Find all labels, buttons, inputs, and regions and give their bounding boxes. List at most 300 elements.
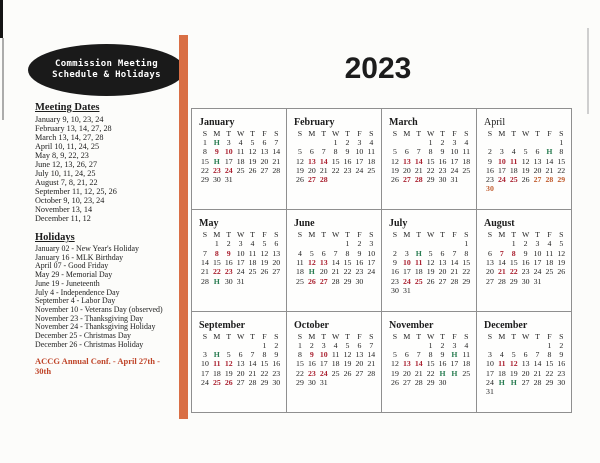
day: 28 bbox=[533, 377, 542, 387]
meeting-date-line: May 8, 9, 22, 23 bbox=[35, 151, 89, 160]
day: 26 bbox=[426, 276, 435, 286]
day: 2 bbox=[345, 138, 350, 147]
weekday-letter: T bbox=[250, 129, 255, 138]
day: 5 bbox=[262, 239, 267, 249]
day: 14 bbox=[450, 257, 459, 267]
empty-day bbox=[401, 239, 413, 248]
month-august bbox=[477, 210, 572, 311]
day: 15 bbox=[331, 156, 340, 166]
holiday-line: November 24 - Thanksgiving Holiday bbox=[35, 322, 156, 332]
day: 15 bbox=[509, 257, 518, 267]
month-october bbox=[287, 312, 382, 413]
day: 21 bbox=[414, 368, 423, 378]
day: 24 bbox=[533, 267, 542, 277]
weekday-letter: S bbox=[487, 129, 493, 138]
month-name: January bbox=[199, 117, 235, 128]
weekday-letter: T bbox=[321, 230, 327, 240]
day: 15 bbox=[260, 359, 269, 369]
meeting-day: 27 bbox=[319, 276, 328, 286]
meeting-day: 13 bbox=[402, 156, 411, 166]
month-name: December bbox=[484, 319, 528, 331]
meeting-day: 14 bbox=[414, 359, 423, 369]
holiday-day: H bbox=[213, 276, 220, 286]
empty-day bbox=[508, 138, 520, 147]
day: 4 bbox=[333, 340, 338, 350]
day: 8 bbox=[428, 147, 433, 157]
weekday-letter: T bbox=[226, 230, 232, 240]
weekday-letter: W bbox=[236, 129, 245, 138]
conference-day: 29 bbox=[557, 175, 566, 185]
day: 1 bbox=[511, 239, 516, 249]
days-grid bbox=[484, 341, 571, 397]
weekday-letter: S bbox=[464, 230, 469, 240]
holiday-line: May 29 - Memorial Day bbox=[35, 270, 113, 280]
day: 10 bbox=[450, 147, 459, 157]
weekday-letter: S bbox=[202, 331, 208, 341]
day: 17 bbox=[450, 359, 459, 369]
day: 31 bbox=[533, 276, 542, 286]
weekday-letter: M bbox=[308, 230, 316, 240]
day: 12 bbox=[248, 147, 257, 157]
meeting-day: 28 bbox=[414, 175, 423, 185]
day: 1 bbox=[559, 138, 564, 147]
day: 8 bbox=[428, 349, 433, 359]
day: 16 bbox=[343, 156, 352, 166]
day: 10 bbox=[367, 248, 376, 258]
weekday-letter: S bbox=[274, 230, 279, 240]
day: 8 bbox=[202, 147, 207, 157]
holiday-day: H bbox=[308, 267, 315, 277]
weekday-letter: S bbox=[202, 129, 208, 138]
day: 3 bbox=[535, 239, 540, 249]
meeting-day: 11 bbox=[510, 156, 518, 166]
empty-day bbox=[389, 138, 401, 147]
meeting-day: 13 bbox=[307, 156, 316, 166]
day: 21 bbox=[272, 156, 281, 166]
day: 13 bbox=[486, 257, 494, 267]
day: 29 bbox=[201, 175, 209, 185]
weekday-letter: T bbox=[511, 331, 517, 341]
day: 24 bbox=[201, 377, 209, 387]
day: 14 bbox=[545, 156, 554, 166]
day: 14 bbox=[248, 359, 257, 369]
day: 12 bbox=[426, 257, 435, 267]
day: 20 bbox=[272, 257, 281, 267]
meeting-day: 8 bbox=[511, 248, 516, 258]
day: 19 bbox=[509, 368, 518, 378]
day: 30 bbox=[391, 285, 399, 295]
weekday-letter: S bbox=[392, 230, 398, 240]
day: 12 bbox=[521, 156, 530, 166]
empty-day bbox=[247, 341, 259, 350]
meeting-dates-heading: Meeting Dates bbox=[35, 102, 100, 113]
day: 3 bbox=[499, 147, 504, 157]
day: 13 bbox=[438, 257, 447, 267]
day: 6 bbox=[274, 239, 279, 249]
meeting-date-line: June 12, 13, 26, 27 bbox=[35, 160, 98, 169]
day: 23 bbox=[438, 165, 447, 175]
month-february bbox=[287, 109, 382, 210]
weekday-letter: F bbox=[262, 129, 267, 138]
day: 20 bbox=[521, 368, 530, 378]
day: 16 bbox=[438, 359, 447, 369]
day: 16 bbox=[486, 165, 494, 175]
day: 13 bbox=[236, 359, 245, 369]
day: 11 bbox=[545, 248, 554, 258]
day: 11 bbox=[236, 147, 245, 157]
holiday-line: December 26 - Christmas Holiday bbox=[35, 339, 144, 349]
day: 6 bbox=[262, 138, 267, 147]
meeting-day: 13 bbox=[319, 257, 328, 267]
holiday-day: H bbox=[498, 377, 505, 387]
conference-day: 30 bbox=[486, 184, 494, 194]
day: 30 bbox=[212, 175, 221, 185]
holiday-day: H bbox=[510, 377, 517, 387]
empty-day bbox=[496, 341, 508, 350]
day: 30 bbox=[224, 276, 233, 286]
day: 18 bbox=[236, 156, 245, 166]
day: 27 bbox=[260, 165, 269, 175]
day: 11 bbox=[462, 349, 471, 359]
weekday-letter: T bbox=[535, 129, 540, 138]
meeting-day: 28 bbox=[319, 175, 328, 185]
day: 27 bbox=[355, 368, 364, 378]
day: 21 bbox=[367, 359, 376, 369]
day: 6 bbox=[309, 147, 314, 157]
day: 22 bbox=[545, 368, 554, 378]
weekday-letter: M bbox=[403, 129, 411, 138]
weekday-letter: M bbox=[403, 331, 411, 341]
holiday-day: H bbox=[546, 147, 553, 157]
day: 6 bbox=[487, 248, 492, 258]
weekday-letter: T bbox=[416, 129, 422, 138]
day: 5 bbox=[511, 349, 516, 359]
meeting-day: 12 bbox=[307, 257, 316, 267]
day: 1 bbox=[333, 138, 338, 147]
month-april bbox=[477, 109, 572, 210]
meeting-day: 25 bbox=[509, 175, 518, 185]
title-badge-oval bbox=[28, 44, 185, 96]
day: 25 bbox=[331, 368, 340, 378]
day: 1 bbox=[345, 239, 350, 249]
day: 18 bbox=[331, 359, 340, 369]
empty-day bbox=[520, 138, 532, 147]
weekday-letter: F bbox=[357, 331, 362, 341]
day: 12 bbox=[391, 156, 399, 166]
weekday-letter: S bbox=[392, 129, 398, 138]
month-november bbox=[382, 312, 477, 413]
day: 29 bbox=[426, 377, 435, 387]
month-name: March bbox=[389, 117, 418, 128]
day: 2 bbox=[392, 248, 397, 258]
day: 14 bbox=[201, 257, 209, 267]
day: 19 bbox=[521, 165, 530, 175]
day: 18 bbox=[497, 368, 506, 378]
weekday-header bbox=[294, 332, 381, 341]
weekday-letter: S bbox=[297, 230, 303, 240]
day: 3 bbox=[238, 239, 243, 249]
meeting-day: 10 bbox=[497, 156, 506, 166]
meeting-date-line: July 10, 11, 24, 25 bbox=[35, 169, 96, 178]
meeting-day: 10 bbox=[402, 257, 411, 267]
weekday-letter: T bbox=[535, 230, 540, 240]
day: 3 bbox=[357, 138, 362, 147]
day: 20 bbox=[533, 165, 542, 175]
weekday-letter: S bbox=[392, 331, 398, 341]
day: 28 bbox=[367, 368, 376, 378]
scan-edge-artifact bbox=[2, 38, 4, 120]
weekday-letter: W bbox=[521, 331, 530, 341]
weekday-letter: T bbox=[321, 129, 327, 138]
day: 17 bbox=[497, 165, 506, 175]
day: 9 bbox=[523, 248, 528, 258]
day: 19 bbox=[260, 257, 269, 267]
day: 19 bbox=[557, 257, 566, 267]
meeting-day: 23 bbox=[224, 267, 233, 277]
day: 6 bbox=[404, 349, 409, 359]
day: 4 bbox=[511, 147, 516, 157]
day: 26 bbox=[260, 267, 269, 277]
day: 15 bbox=[462, 257, 471, 267]
weekday-letter: S bbox=[464, 129, 469, 138]
day: 7 bbox=[416, 349, 421, 359]
day: 26 bbox=[391, 175, 399, 185]
day: 21 bbox=[319, 165, 328, 175]
weekday-letter: T bbox=[511, 129, 517, 138]
day: 25 bbox=[236, 165, 245, 175]
meeting-day: 21 bbox=[497, 267, 506, 277]
meeting-day: 22 bbox=[212, 267, 221, 277]
holidays-list bbox=[35, 245, 189, 349]
day: 2 bbox=[559, 340, 564, 350]
day: 5 bbox=[559, 239, 564, 249]
day: 8 bbox=[345, 248, 350, 258]
day: 25 bbox=[462, 368, 471, 378]
day: 24 bbox=[450, 165, 459, 175]
day: 18 bbox=[212, 368, 221, 378]
day: 12 bbox=[391, 359, 399, 369]
day: 17 bbox=[224, 156, 233, 166]
meeting-date-line: April 10, 11, 24, 25 bbox=[35, 142, 100, 151]
weekday-header bbox=[389, 129, 476, 138]
day: 13 bbox=[533, 156, 542, 166]
weekday-letter: S bbox=[297, 331, 303, 341]
day: 17 bbox=[367, 257, 376, 267]
day: 10 bbox=[355, 147, 364, 157]
weekday-header bbox=[199, 332, 286, 341]
weekday-letter: S bbox=[369, 230, 374, 240]
day: 1 bbox=[464, 239, 469, 249]
day: 15 bbox=[212, 257, 221, 267]
day: 25 bbox=[296, 276, 304, 286]
day: 31 bbox=[224, 175, 233, 185]
empty-day bbox=[413, 239, 425, 248]
day: 3 bbox=[321, 340, 326, 350]
day: 16 bbox=[307, 359, 316, 369]
meeting-day: 9 bbox=[214, 147, 219, 157]
weekday-letter: T bbox=[226, 331, 232, 341]
day: 20 bbox=[402, 165, 411, 175]
meeting-day: 26 bbox=[224, 377, 233, 387]
day: 25 bbox=[248, 267, 257, 277]
month-march bbox=[382, 109, 477, 210]
day: 12 bbox=[557, 248, 566, 258]
day: 16 bbox=[224, 257, 233, 267]
holiday-day: H bbox=[213, 156, 220, 166]
meeting-day: 11 bbox=[415, 257, 423, 267]
weekday-letter: S bbox=[559, 230, 564, 240]
day: 27 bbox=[521, 377, 530, 387]
day: 12 bbox=[343, 349, 352, 359]
day: 17 bbox=[486, 368, 494, 378]
empty-day bbox=[294, 239, 306, 248]
empty-day bbox=[532, 138, 544, 147]
month-september bbox=[192, 312, 287, 413]
empty-day bbox=[389, 239, 401, 248]
empty-day bbox=[484, 341, 496, 350]
day: 14 bbox=[497, 257, 506, 267]
sidebar bbox=[35, 102, 189, 377]
holiday-day: H bbox=[213, 349, 220, 359]
weekday-letter: S bbox=[369, 129, 374, 138]
day: 18 bbox=[545, 257, 554, 267]
conference-note: ACCG Annual Conf. - April 27th - 30th bbox=[35, 356, 160, 377]
day: 30 bbox=[438, 175, 447, 185]
day: 29 bbox=[545, 377, 554, 387]
weekday-header bbox=[199, 129, 286, 138]
day: 11 bbox=[248, 248, 257, 258]
day: 28 bbox=[414, 377, 423, 387]
meeting-day: 14 bbox=[414, 156, 423, 166]
meeting-day: 9 bbox=[226, 248, 231, 258]
day: 23 bbox=[521, 267, 530, 277]
weekday-letter: S bbox=[369, 331, 374, 341]
empty-day bbox=[413, 341, 425, 350]
badge-line-2: Schedule & Holidays bbox=[52, 70, 161, 80]
days-grid bbox=[294, 239, 381, 285]
day: 5 bbox=[392, 349, 397, 359]
day: 6 bbox=[238, 349, 243, 359]
days-grid bbox=[484, 138, 571, 194]
day: 23 bbox=[557, 368, 566, 378]
day: 2 bbox=[274, 340, 279, 350]
weekday-letter: M bbox=[213, 230, 221, 240]
day: 8 bbox=[297, 349, 302, 359]
weekday-letter: M bbox=[308, 331, 316, 341]
meeting-day: 8 bbox=[214, 248, 219, 258]
empty-day bbox=[318, 138, 330, 147]
empty-day bbox=[199, 239, 211, 248]
day: 16 bbox=[391, 267, 399, 277]
day: 18 bbox=[462, 156, 471, 166]
day: 25 bbox=[545, 267, 554, 277]
meeting-day: 24 bbox=[224, 165, 233, 175]
weekday-letter: W bbox=[521, 230, 530, 240]
day: 1 bbox=[214, 239, 219, 249]
month-name: November bbox=[389, 319, 434, 331]
day: 1 bbox=[428, 340, 433, 350]
day: 17 bbox=[450, 156, 459, 166]
day: 15 bbox=[296, 359, 304, 369]
scan-edge-artifact bbox=[587, 28, 589, 114]
day: 11 bbox=[367, 147, 376, 157]
day: 10 bbox=[236, 248, 245, 258]
day: 17 bbox=[355, 156, 364, 166]
holiday-line: December 25 - Christmas Day bbox=[35, 331, 131, 341]
day: 20 bbox=[355, 359, 364, 369]
day: 9 bbox=[274, 349, 279, 359]
day: 6 bbox=[321, 248, 326, 258]
day: 24 bbox=[367, 267, 376, 277]
holidays-heading: Holidays bbox=[35, 232, 75, 243]
day: 10 bbox=[486, 359, 494, 369]
day: 23 bbox=[343, 165, 352, 175]
weekday-letter: S bbox=[202, 230, 208, 240]
empty-day bbox=[508, 341, 520, 350]
day: 6 bbox=[535, 147, 540, 157]
day: 5 bbox=[523, 147, 528, 157]
day: 8 bbox=[333, 147, 338, 157]
day: 15 bbox=[557, 156, 566, 166]
day: 9 bbox=[392, 257, 397, 267]
day: 12 bbox=[260, 248, 269, 258]
empty-day bbox=[532, 341, 544, 350]
day: 20 bbox=[319, 267, 328, 277]
meeting-day: 24 bbox=[402, 276, 411, 286]
weekday-letter: F bbox=[547, 129, 552, 138]
day: 2 bbox=[440, 340, 445, 350]
month-name: May bbox=[199, 218, 219, 230]
day: 15 bbox=[343, 257, 352, 267]
day: 21 bbox=[331, 267, 340, 277]
day: 21 bbox=[450, 267, 459, 277]
day: 21 bbox=[533, 368, 542, 378]
weekday-letter: T bbox=[440, 331, 445, 341]
weekday-letter: T bbox=[321, 331, 327, 341]
meeting-dates-list bbox=[35, 115, 189, 223]
holiday-day: H bbox=[451, 349, 458, 359]
meeting-date-line: March 13, 14, 27, 28 bbox=[35, 133, 104, 142]
day: 22 bbox=[201, 165, 209, 175]
day: 19 bbox=[391, 165, 399, 175]
day: 19 bbox=[426, 267, 435, 277]
empty-day bbox=[543, 138, 555, 147]
day: 1 bbox=[262, 340, 267, 350]
weekday-letter: W bbox=[426, 331, 435, 341]
day: 16 bbox=[557, 359, 566, 369]
meeting-day: 26 bbox=[307, 276, 316, 286]
month-name: April bbox=[484, 117, 506, 128]
day: 22 bbox=[260, 368, 269, 378]
day: 9 bbox=[559, 349, 564, 359]
weekday-header bbox=[484, 230, 571, 239]
day: 31 bbox=[236, 276, 245, 286]
day: 18 bbox=[509, 165, 518, 175]
weekday-letter: M bbox=[498, 129, 506, 138]
meeting-date-line: February 13, 14, 27, 28 bbox=[35, 124, 112, 133]
meeting-day: 23 bbox=[307, 368, 316, 378]
days-grid bbox=[389, 341, 476, 387]
day: 9 bbox=[440, 147, 445, 157]
weekday-letter: S bbox=[297, 129, 303, 138]
days-grid bbox=[294, 138, 381, 184]
month-december bbox=[477, 312, 572, 413]
day: 21 bbox=[414, 165, 423, 175]
day: 3 bbox=[202, 349, 207, 359]
day: 13 bbox=[272, 248, 281, 258]
day: 31 bbox=[450, 175, 459, 185]
day: 16 bbox=[355, 257, 364, 267]
